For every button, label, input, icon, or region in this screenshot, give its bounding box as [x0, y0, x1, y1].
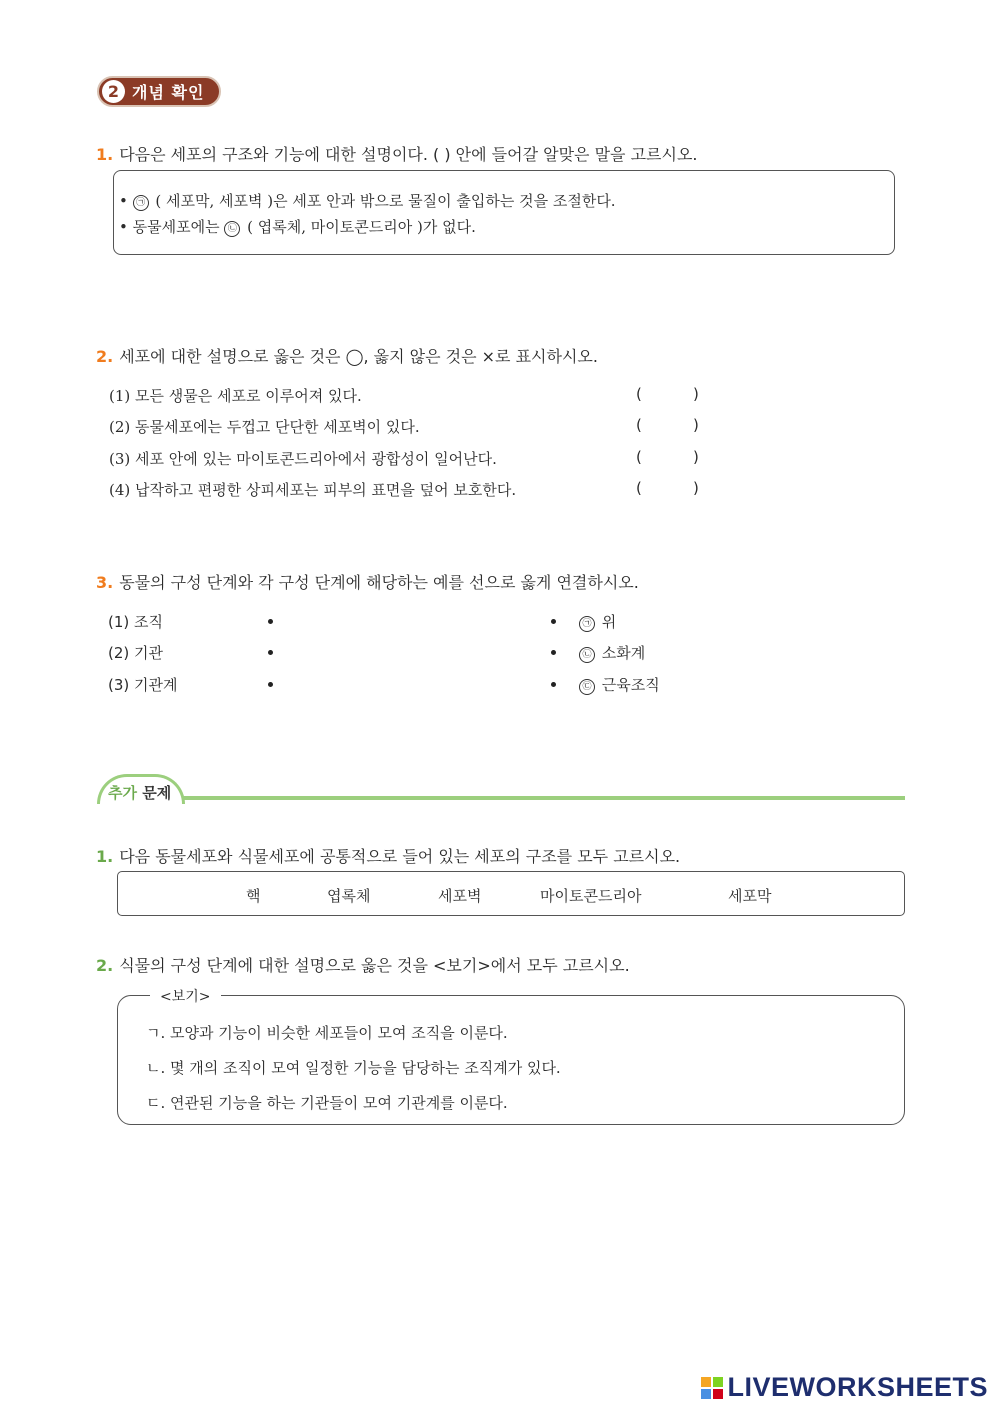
answer-blank-2[interactable]	[648, 415, 690, 437]
q2-item-1: (1) 모든 생물은 세포로 이루어져 있다.	[109, 387, 362, 405]
option-chloroplast[interactable]: 엽록체	[327, 887, 371, 905]
extra-header-title: 추가 문제	[108, 784, 172, 802]
answer-open-paren: (	[636, 385, 642, 403]
q2-item-2: (2) 동물세포에는 두껍고 단단한 세포벽이 있다.	[109, 418, 420, 436]
question-1	[96, 142, 698, 165]
q1-line-2: • 동물세포에는 ㉡ ( 엽록체, 마이토콘드리아 )가 없다.	[119, 218, 476, 236]
question-2	[96, 344, 598, 367]
question-text: 동물의 구성 단계와 각 구성 단계에 해당하는 예를 선으로 옳게 연결하시오.	[119, 573, 639, 592]
example-legend: <보기>	[150, 986, 221, 1006]
answer-open-paren: (	[636, 479, 642, 497]
extra-header-rule	[183, 796, 905, 800]
marker-c: ㉢	[579, 679, 595, 695]
option-box	[117, 871, 905, 916]
marker-a: ㉠	[133, 195, 149, 211]
match-left-3: (3) 기관계	[108, 676, 178, 694]
match-left-1: (1) 조직	[108, 613, 163, 631]
option-cell-wall[interactable]: 세포벽	[438, 887, 482, 905]
match-dot-right-2[interactable]	[551, 650, 556, 655]
answer-close-paren: )	[693, 448, 699, 466]
match-right-2: ㉡ 소화계	[579, 642, 645, 663]
answer-close-paren: )	[693, 385, 699, 403]
answer-close-paren: )	[693, 479, 699, 497]
question-text: 식물의 구성 단계에 대한 설명으로 옳은 것을 <보기>에서 모두 고르시오.	[119, 956, 630, 975]
match-right-3: ㉢ 근육조직	[579, 674, 660, 695]
question-number: 2.	[96, 347, 114, 366]
match-dot-right-3[interactable]	[551, 682, 556, 687]
question-number: 3.	[96, 573, 114, 592]
marker-b: ㉡	[579, 647, 595, 663]
question-text: 다음은 세포의 구조와 기능에 대한 설명이다. ( ) 안에 들어갈 알맞은 말을 고르시오.	[119, 145, 698, 164]
q2-item-4: (4) 납작하고 편평한 상피세포는 피부의 표면을 덮어 보호한다.	[109, 481, 517, 499]
example-item-3: ㄷ. 연관된 기능을 하는 기관들이 모여 기관계를 이룬다.	[146, 1094, 508, 1112]
option-nucleus[interactable]: 핵	[246, 887, 261, 905]
marker-b: ㉡	[224, 221, 240, 237]
extra-question-1	[96, 844, 680, 867]
answer-blank-3[interactable]	[648, 447, 690, 469]
example-item-1: ㄱ. 모양과 기능이 비슷한 세포들이 모여 조직을 이룬다.	[146, 1024, 508, 1042]
match-right-1: ㉠ 위	[579, 611, 616, 632]
answer-open-paren: (	[636, 448, 642, 466]
question-number: 1.	[96, 847, 114, 866]
question-text: 세포에 대한 설명으로 옳은 것은 ◯, 옳지 않은 것은 ×로 표시하시오.	[119, 347, 598, 366]
answer-blank-4[interactable]	[648, 478, 690, 500]
match-dot-left-3[interactable]	[268, 682, 273, 687]
q2-item-3: (3) 세포 안에 있는 마이토콘드리아에서 광합성이 일어난다.	[109, 450, 497, 468]
question-text: 다음 동물세포와 식물세포에 공통적으로 들어 있는 세포의 구조를 모두 고르시오.	[119, 847, 681, 866]
marker-a: ㉠	[579, 616, 595, 632]
liveworksheets-logo	[701, 1372, 988, 1403]
logo-mark-icon	[701, 1377, 723, 1399]
question-number: 2.	[96, 956, 114, 975]
match-left-2: (2) 기관	[108, 644, 163, 662]
example-item-2: ㄴ. 몇 개의 조직이 모여 일정한 기능을 담당하는 조직계가 있다.	[146, 1059, 561, 1077]
section-title: 개념 확인	[132, 83, 205, 102]
question-3	[96, 570, 639, 593]
section-badge	[97, 76, 221, 107]
question-number: 1.	[96, 145, 114, 164]
q1-line-1: • ㉠ ( 세포막, 세포벽 )은 세포 안과 밖으로 물질이 출입하는 것을 조절한다.	[119, 192, 616, 210]
section-number: 2	[102, 80, 125, 103]
extra-question-2	[96, 953, 630, 976]
match-dot-left-1[interactable]	[268, 619, 273, 624]
answer-open-paren: (	[636, 416, 642, 434]
answer-close-paren: )	[693, 416, 699, 434]
answer-blank-1[interactable]	[648, 384, 690, 406]
match-dot-right-1[interactable]	[551, 619, 556, 624]
option-mitochondria[interactable]: 마이토콘드리아	[540, 887, 642, 905]
q1-statement-box	[113, 170, 895, 255]
match-dot-left-2[interactable]	[268, 650, 273, 655]
logo-text: LIVEWORKSHEETS	[727, 1372, 988, 1402]
option-cell-membrane[interactable]: 세포막	[728, 887, 772, 905]
